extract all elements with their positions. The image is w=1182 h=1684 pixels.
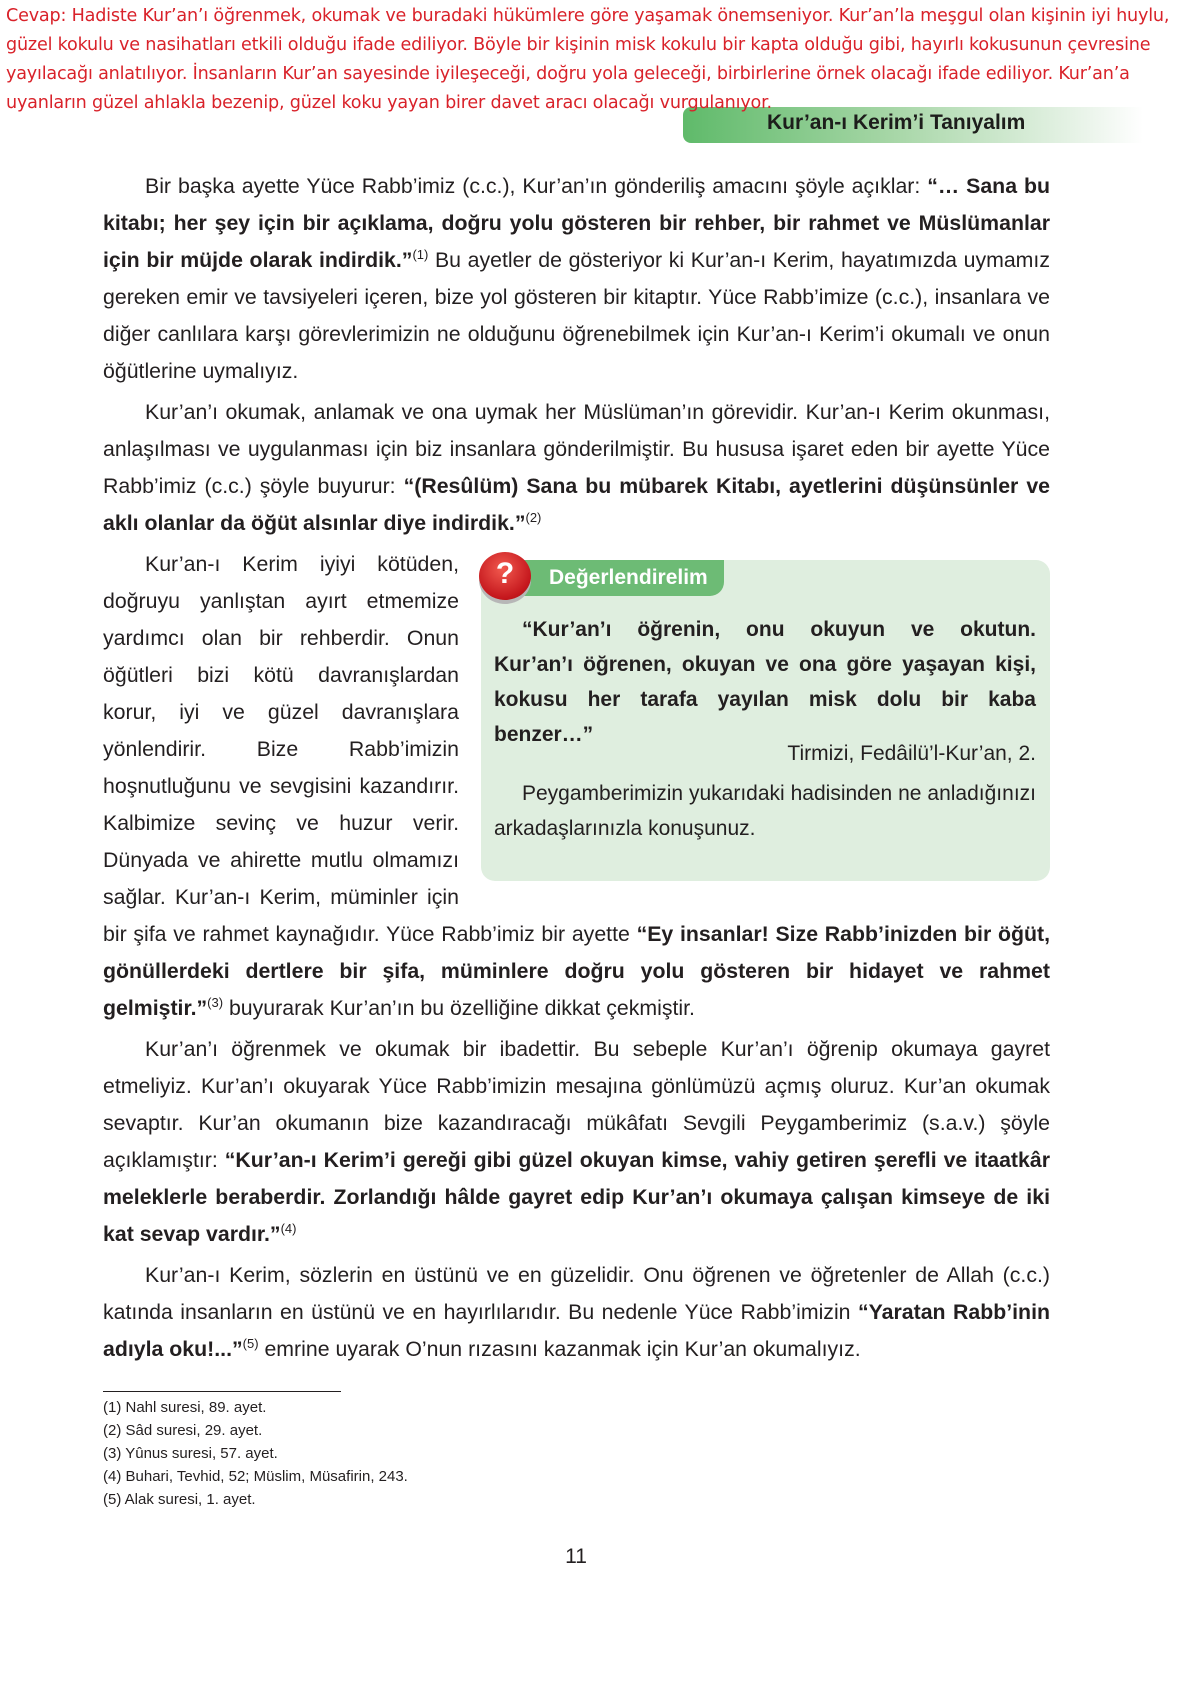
page-number: 11 bbox=[565, 1545, 587, 1568]
footnote-ref: (5) bbox=[242, 1336, 259, 1351]
quote-text: “… Sana bu kitabı; her şey için bir açıklama, doğru yolu gösteren bir rehber, bir rahmet ve Müslümanlar için bir müjde olarak indirdik.” bbox=[103, 174, 1051, 272]
text: Bir başka ayette Yüce Rabb’imiz (c.c.), Kur’an’ın gönderiliş amacını şöyle açıklar: bbox=[145, 174, 928, 198]
text: Bu ayetler de gösteriyor ki Kur’an-ı Kerim, hayatımızda uymamız gereken emir ve tavsiyeleri içeren, bize yol gösteren bir kitaptır. Yüce Rabb’imize (c.c.), insanlara ve diğer canlılara karşı görevlerimizin ne olduğunu öğrenebilmek için Kur’an-ı Kerim’i okumalı ve onun öğütlerine uymalıyız. bbox=[103, 248, 1050, 383]
evaluation-title: Değerlendirelim bbox=[517, 560, 724, 596]
text: Kur’an’ı okumak, anlamak ve ona uymak her Müslüman’ın görevidir. Kur’an-ı Kerim okunması, anlaşılması ve uygulanması için biz insanlara gönderilmiştir. Bu hususa işaret eden bir ayette Yüce Rabb’imiz (c.c.) şöyle buyurur: bbox=[103, 400, 1050, 498]
footnote: (3) Yûnus suresi, 57. ayet. bbox=[103, 1445, 278, 1462]
footnote-ref: (1) bbox=[412, 247, 429, 262]
text: Kur’an’ı öğrenmek ve okumak bir ibadettir. Bu sebeple Kur’an’ı öğrenip okumaya gayret etmeliyiz. Kur’an’ı okuyarak Yüce Rabb’imizin mesajına gönlümüzü açmış oluruz. Kur’an okumak sevaptır. Kur’an okumanın bize kazandıracağı mükâfatı Sevgili Peygamberimiz (s.a.v.) şöyle açıklamıştır: bbox=[103, 1037, 1050, 1172]
footnote: (4) Buhari, Tevhid, 52; Müslim, Müsafirin, 243. bbox=[103, 1468, 408, 1485]
paragraph-4 bbox=[103, 1031, 1050, 1253]
quote-line: “Kur’an’ı öğrenin, onu okuyun ve okutun. bbox=[522, 618, 1036, 641]
quote-text: “Yaratan Rabb’inin adıyla oku!...” bbox=[103, 1300, 1050, 1361]
footnotes bbox=[103, 1396, 408, 1511]
evaluation-question: Peygamberimizin yukarıdaki hadisinden ne anladığınızı arkadaşlarınızla konuşunuz. bbox=[494, 782, 1036, 840]
footnote-ref: (4) bbox=[280, 1221, 297, 1236]
paragraph-5 bbox=[103, 1257, 1050, 1368]
question-mark-icon: ? bbox=[479, 552, 531, 600]
footnote-divider bbox=[103, 1391, 341, 1392]
quote-text: “(Resûlüm) Sana bu mübarek Kitabı, ayetlerini düşünsünler ve aklı olanlar da öğüt alsınlar diye indirdik.” bbox=[103, 474, 1051, 535]
footnote: (5) Alak suresi, 1. ayet. bbox=[103, 1491, 256, 1508]
paragraph-3 bbox=[103, 546, 1050, 1027]
body-text bbox=[103, 168, 1050, 1372]
footnote-ref: (3) bbox=[207, 995, 224, 1010]
quote-line: Kur’an’ı öğrenen, okuyan ve ona göre yaşayan kişi, kokusu her tarafa yayılan misk dolu bir kaba benzer…” bbox=[494, 653, 1036, 746]
hadith-quote bbox=[494, 612, 1036, 752]
section-header-title: Kur’an-ı Kerim’i Tanıyalım bbox=[767, 111, 1026, 134]
footnote: (2) Sâd suresi, 29. ayet. bbox=[103, 1422, 263, 1439]
text: Kur’an-ı Kerim, sözlerin en üstünü ve en güzelidir. Onu öğrenen ve öğretenler de Allah (c.c.) katında insanların en üstünü ve en hayırlılarıdır. Bu nedenle Yüce Rabb’imizin bbox=[103, 1263, 1050, 1324]
text: emrine uyarak O’nun rızasını kazanmak için Kur’an okumalıyız. bbox=[258, 1337, 861, 1361]
text: buyurarak Kur’an’ın bu özelliğine dikkat çekmiştir. bbox=[223, 996, 695, 1020]
paragraph-2 bbox=[103, 394, 1050, 542]
evaluation-box bbox=[481, 557, 1050, 881]
footnote-ref: (2) bbox=[525, 510, 542, 525]
text: Kur’an-ı Kerim iyiyi kötüden, doğruyu yanlıştan ayırt etmemize yardımcı olan bir rehberdir. Onun öğütleri bizi kötü davranışlardan korur, iyi ve güzel davranışlara yönlendirir. Bize Rabb’imizin hoşnutluğunu ve sevgisini kazandırır. Kalbimize sevinç ve huzur verir. Dünyada ve ahirette mutlu olmamızı sağlar. Kur’an-ı Kerim, müminler için bir şifa ve rahmet kaynağıdır. Yüce Rabb’imiz bir ayette bbox=[103, 552, 637, 946]
hadith-source: Tirmizi, Fedâilü’l-Kur’an, 2. bbox=[787, 742, 1036, 765]
quote-text: “Ey insanlar! Size Rabb’inizden bir öğüt, gönüllerdeki dertlere bir şifa, müminlere doğru yolu gösteren bir hidayet ve rahmet gelmiştir.” bbox=[103, 922, 1050, 1020]
footnote: (1) Nahl suresi, 89. ayet. bbox=[103, 1399, 267, 1416]
quote-text: “Kur’an-ı Kerim’i gereği gibi güzel okuyan kimse, vahiy getiren şerefli ve itaatkâr meleklerle beraberdir. Zorlandığı hâlde gayret edip Kur’an’ı okumaya çalışan kimseye de iki kat sevap vardır.” bbox=[103, 1148, 1050, 1246]
answer-note: Cevap: Hadiste Kur’an’ı öğrenmek, okumak ve buradaki hükümlere göre yaşamak önemseniyor. Kur’an’la meşgul olan kişinin iyi huylu, güzel kokulu ve nasihatları etkili olduğu ifade ediliyor. Böyle bir kişinin misk kokulu bir kapta olduğu gibi, hayırlı kokusunun çevresine yayılacağı anlatılıyor. İnsanların Kur’an sayesinde iyileşeceği, doğru yola geleceği, birbirlerine örnek olacağı ifade ediliyor. Kur’an’a uyanların güzel ahlakla bezenip, güzel koku yayan birer davet aracı olacağı vurgulanıyor. bbox=[6, 6, 1170, 113]
paragraph-1 bbox=[103, 168, 1050, 390]
